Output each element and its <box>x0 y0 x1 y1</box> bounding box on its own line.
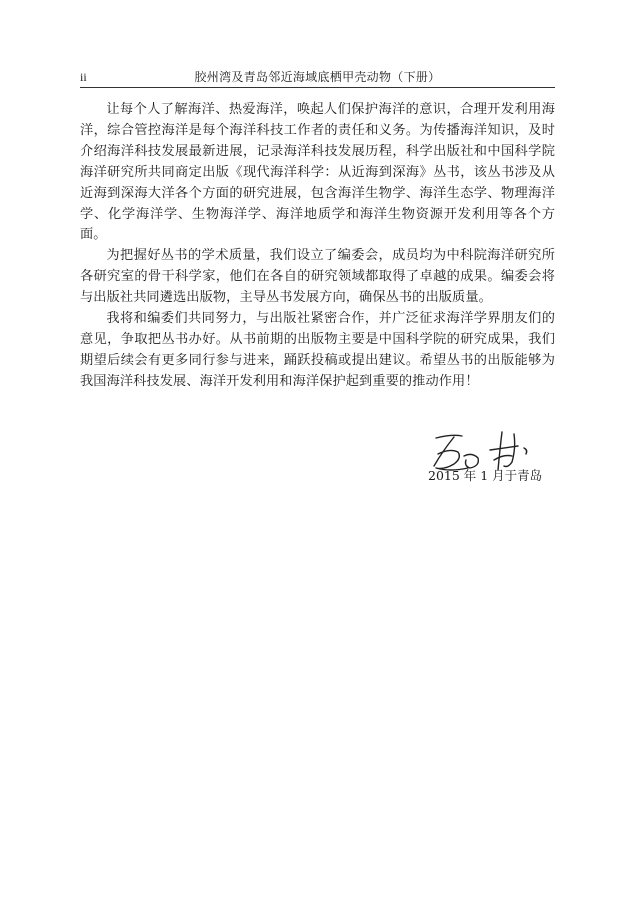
page-number: ii <box>80 70 87 84</box>
running-title: 胶州湾及青岛邻近海域底栖甲壳动物（下册） <box>194 70 441 84</box>
preface-body <box>80 100 555 393</box>
paragraph-3: 我将和编委们共同努力，与出版社紧密合作，并广泛征求海洋学界朋友们的意见，争取把丛书办好。从书前期的出版物主要是中国科学院的研究成果，我们期望后续会有更多同行参与进来，踊跃投稿或提出建议。希望丛书的出版能够为我国海洋科技发展、海洋开发利用和海洋保护起到重要的推动作用！ <box>80 311 555 389</box>
paragraph-2: 为把握好丛书的学术质量，我们设立了编委会，成员均为中科院海洋研究所各研究室的骨干科学家，他们在各自的研究领域都取得了卓越的成果。编委会将与出版社共同遴选出版物，主导丛书发展方向，确保丛书的出版质量。 <box>80 248 555 306</box>
page-header <box>80 69 555 88</box>
paragraph-1: 让每个人了解海洋、热爱海洋，唤起人们保护海洋的意识，合理开发利用海洋，综合管控海洋是每个海洋科技工作者的责任和义务。为传播海洋知识，及时介绍海洋科技发展最新进展，记录海洋科技发展历程，科学出版社和中国科学院海洋研究所共同商定出版《现代海洋科学：从近海到深海》丛书，该丛书涉及从近海到深海大洋各个方面的研究进展，包含海洋生物学、海洋生态学、物理海洋学、化学海洋学、生物海洋学、海洋地质学和海洋生物资源开发利用等各个方面。 <box>80 102 555 243</box>
signature-date-place: 2015 年 1 月于青岛 <box>428 468 543 483</box>
